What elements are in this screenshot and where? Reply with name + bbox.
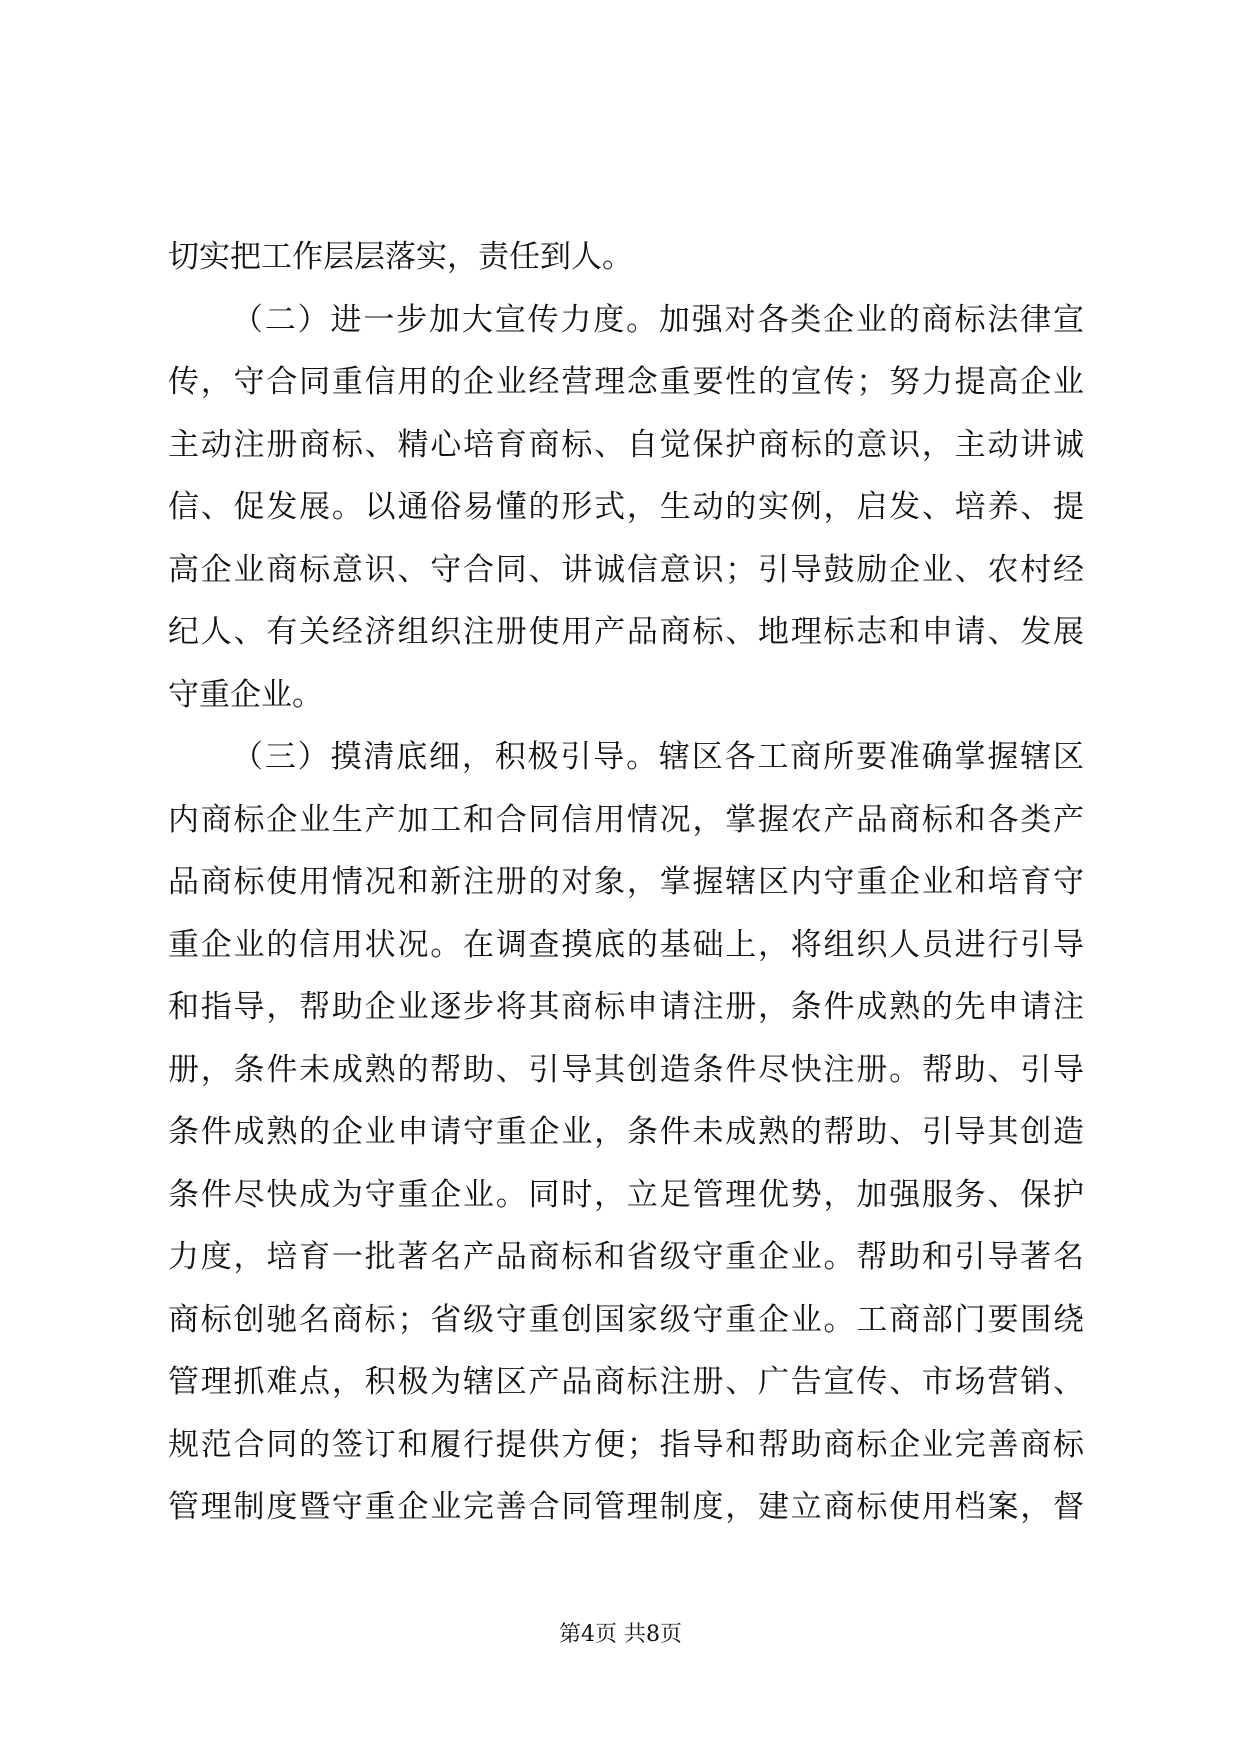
page-number-footer: 第4页 共8页 — [559, 1622, 682, 1647]
text-line: 品商标使用情况和新注册的对象，掌握辖区内守重企业和培育守 — [168, 864, 1084, 900]
text-line: （二）进一步加大宣传力度。加强对各类企业的商标法律宣 — [232, 301, 1084, 338]
text-line: 管理抓难点，积极为辖区产品商标注册、广告宣传、市场营销、 — [168, 1364, 1084, 1400]
text-line: 商标创驰名商标；省级守重创国家级守重企业。工商部门要围绕 — [168, 1301, 1084, 1338]
text-line: 内商标企业生产加工和合同信用情况，掌握农产品商标和各类产 — [168, 801, 1084, 838]
document-body — [168, 226, 1084, 1539]
text-line: （三）摸清底细，积极引导。辖区各工商所要准确掌握辖区 — [232, 739, 1084, 775]
text-line: 条件成熟的企业申请守重企业，条件未成熟的帮助、引导其创造 — [168, 1114, 1084, 1150]
text-line: 高企业商标意识、守合同、讲诚信意识；引导鼓励企业、农村经 — [168, 551, 1084, 588]
text-line: 纪人、有关经济组织注册使用产品商标、地理标志和申请、发展 — [168, 614, 1084, 650]
text-line: 信、促发展。以通俗易懂的形式，生动的实例，启发、培养、提 — [168, 489, 1084, 525]
text-line: 管理制度暨守重企业完善合同管理制度，建立商标使用档案，督 — [168, 1489, 1084, 1525]
text-line: 规范合同的签订和履行提供方便；指导和帮助商标企业完善商标 — [168, 1426, 1084, 1463]
text-line: 主动注册商标、精心培育商标、自觉保护商标的意识，主动讲诚 — [168, 426, 1084, 463]
text-line: 条件尽快成为守重企业。同时，立足管理优势，加强服务、保护 — [168, 1176, 1084, 1213]
text-line: 传，守合同重信用的企业经营理念重要性的宣传；努力提高企业 — [168, 364, 1084, 400]
text-line: 和指导，帮助企业逐步将其商标申请注册，条件成熟的先申请注 — [168, 989, 1084, 1025]
text-line: 切实把工作层层落实，责任到人。 — [168, 239, 633, 275]
text-line: 册，条件未成熟的帮助、引导其创造条件尽快注册。帮助、引导 — [168, 1051, 1084, 1088]
text-line: 重企业的信用状况。在调查摸底的基础上，将组织人员进行引导 — [168, 926, 1084, 963]
text-line: 力度，培育一批著名产品商标和省级守重企业。帮助和引导著名 — [168, 1239, 1084, 1275]
text-line: 守重企业。 — [168, 676, 323, 713]
